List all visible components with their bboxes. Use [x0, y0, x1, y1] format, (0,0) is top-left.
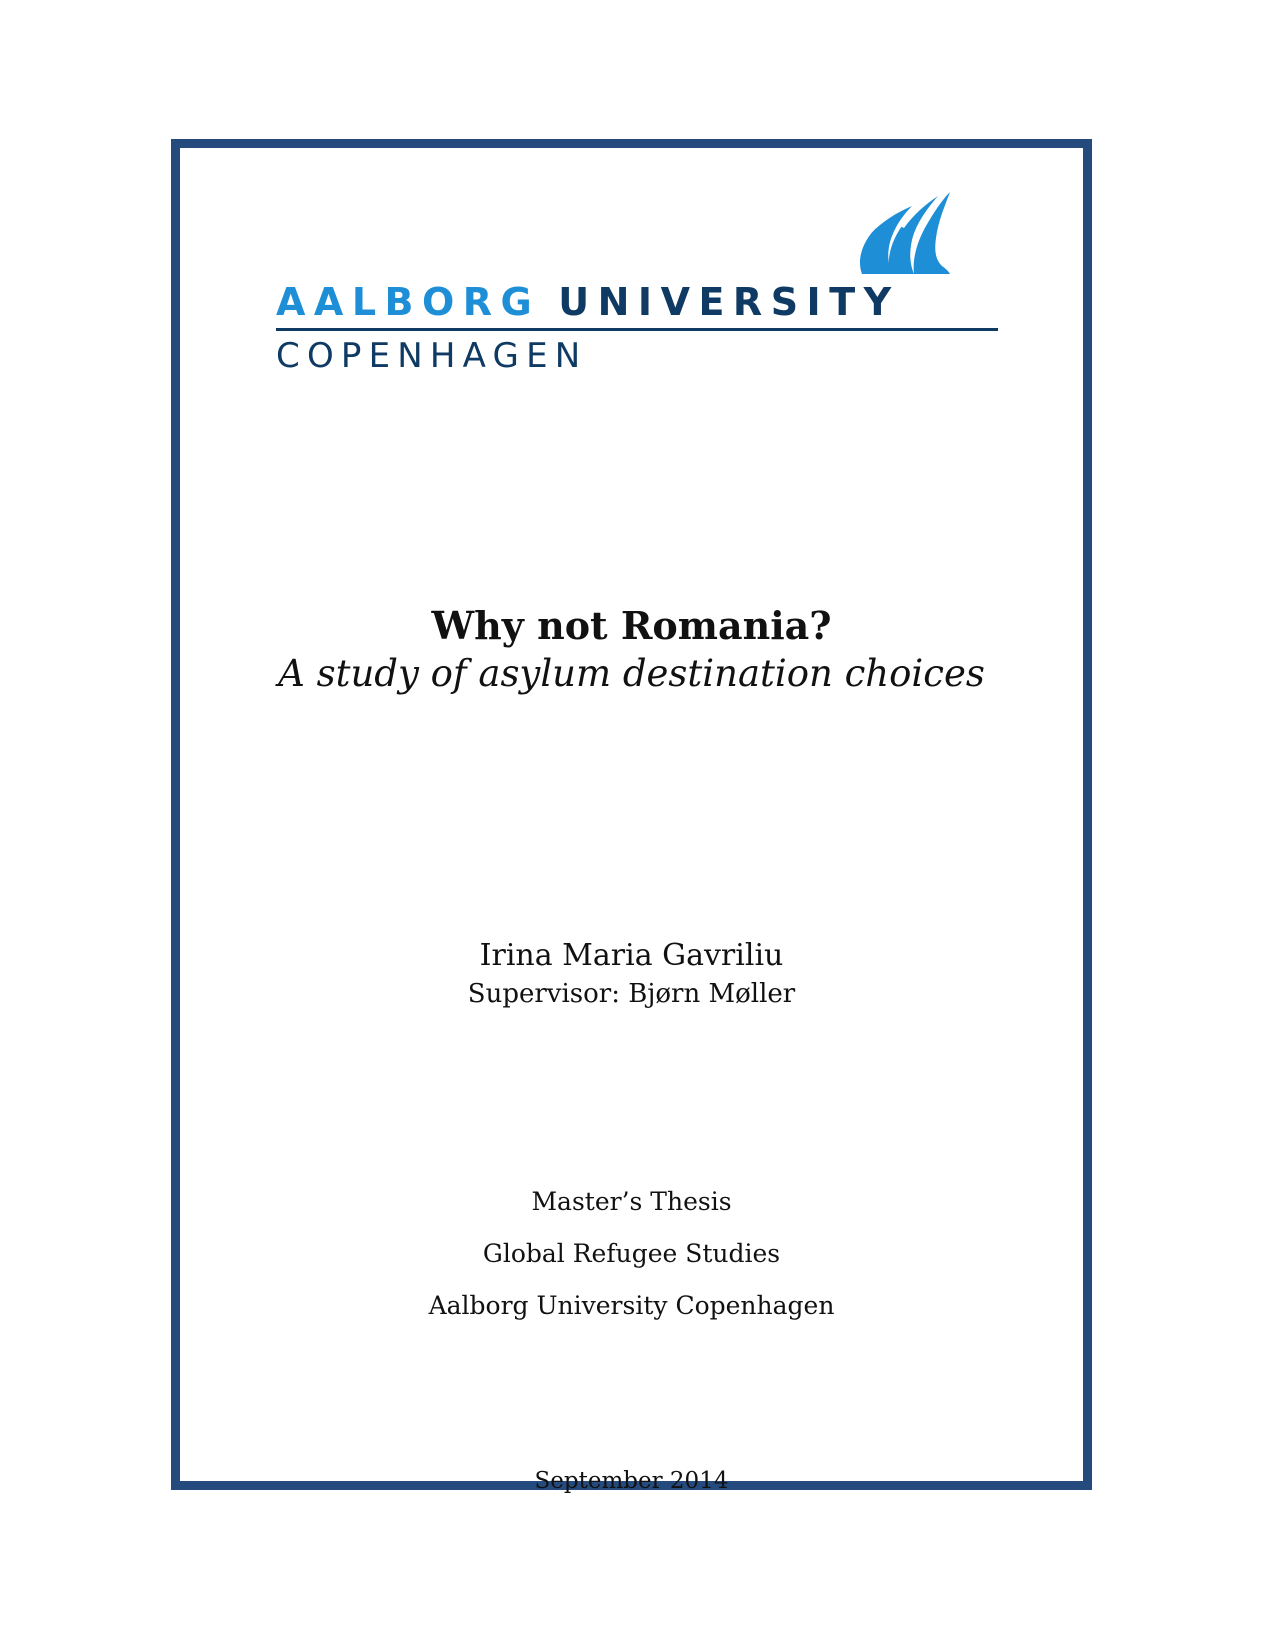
logo-word-university: UNIVERSITY: [558, 280, 900, 324]
thesis-type: Master’s Thesis: [531, 1187, 732, 1216]
logo-word-copenhagen: COPENHAGEN: [276, 336, 588, 376]
supervisor-name: Supervisor: Bjørn Møller: [467, 979, 796, 1009]
university-logo: [272, 188, 1002, 378]
waves-logo-icon: [854, 188, 954, 278]
logo-wordmark: [276, 282, 900, 322]
thesis-title: Why not Romania?: [431, 603, 832, 648]
thesis-subtitle: A study of asylum destination choices: [278, 652, 985, 695]
logo-word-aalborg: AALBORG: [276, 280, 541, 324]
submission-date: September 2014: [534, 1468, 729, 1494]
programme-name: Global Refugee Studies: [482, 1239, 781, 1268]
institution-name: Aalborg University Copenhagen: [428, 1291, 835, 1320]
logo-divider: [276, 328, 998, 331]
author-name: Irina Maria Gavriliu: [479, 938, 784, 973]
